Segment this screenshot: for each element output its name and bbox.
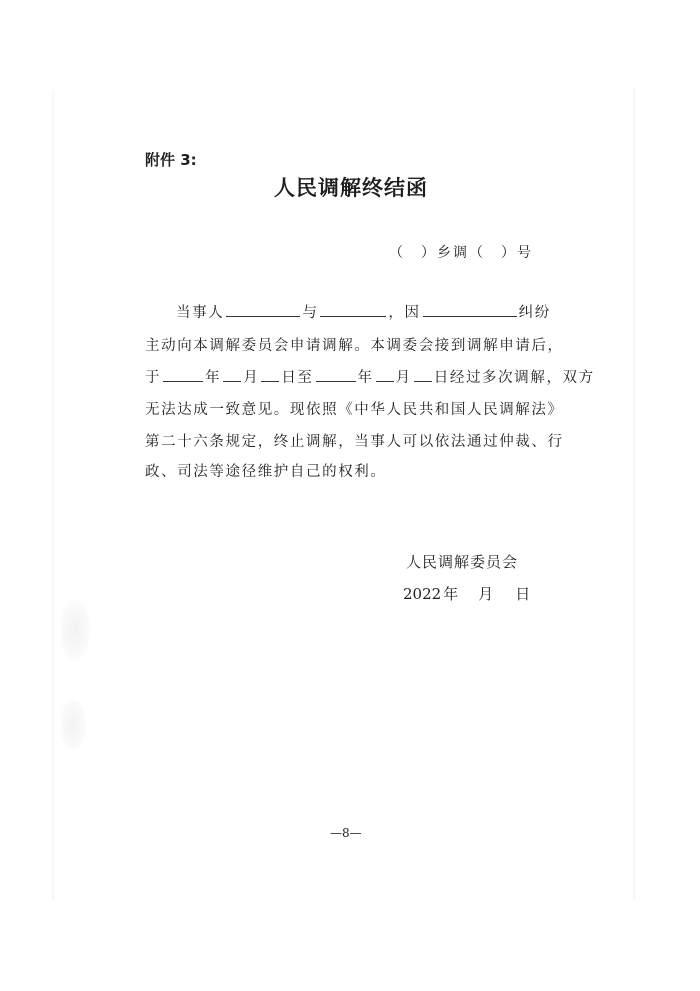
body-line-parties	[176, 303, 551, 323]
day1-blank	[261, 368, 279, 382]
year2-unit: 年	[357, 370, 374, 386]
month1-unit: 月	[243, 370, 260, 386]
sign-year: 2022	[403, 585, 442, 603]
body-line-legal-basis: 无法达成一致意见。现依照《中华人民共和国人民调解法》	[145, 402, 564, 418]
scan-left-edge	[52, 90, 56, 900]
body-line-rights: 政、司法等途径维护自己的权利。	[145, 464, 387, 480]
day1-to: 日至	[281, 370, 314, 386]
body-line-dates	[145, 368, 595, 388]
sign-year-unit: 年	[443, 585, 459, 603]
signing-organization: 人民调解委员会	[406, 553, 519, 571]
dispute-blank	[423, 303, 517, 317]
signing-date	[403, 583, 530, 604]
document-number-line: （ ）乡调（ ）号	[389, 245, 533, 261]
sign-day-unit: 日	[515, 585, 531, 603]
body-line-application: 主动向本调解委员会申请调解。本调委会接到调解申请后，	[145, 338, 564, 354]
year1-unit: 年	[205, 370, 222, 386]
month1-blank	[223, 368, 241, 382]
year1-blank	[163, 368, 203, 382]
date-prefix: 于	[145, 370, 162, 386]
scan-smudge	[60, 600, 90, 660]
document-title: 人民调解终结函	[274, 176, 428, 200]
party-label: 当事人	[176, 305, 225, 321]
month2-unit: 月	[395, 370, 412, 386]
dispute-text: 纠纷	[518, 305, 551, 321]
day2-blank	[414, 368, 432, 382]
attachment-label: 附件 3:	[145, 151, 197, 169]
party-b-blank	[320, 303, 386, 317]
party-a-blank	[226, 303, 300, 317]
scan-right-edge	[632, 88, 635, 900]
body-line-termination: 第二十六条规定，终止调解，当事人可以依法通过仲裁、行	[145, 434, 564, 450]
scan-smudge	[60, 700, 86, 750]
day2-suffix: 日经过多次调解，双方	[433, 370, 595, 386]
year2-blank	[316, 368, 356, 382]
month2-blank	[376, 368, 394, 382]
sign-month-unit: 月	[478, 585, 494, 603]
because-text: ，因	[388, 305, 421, 321]
page-number: —8—	[330, 826, 362, 840]
and-text: 与	[302, 305, 319, 321]
